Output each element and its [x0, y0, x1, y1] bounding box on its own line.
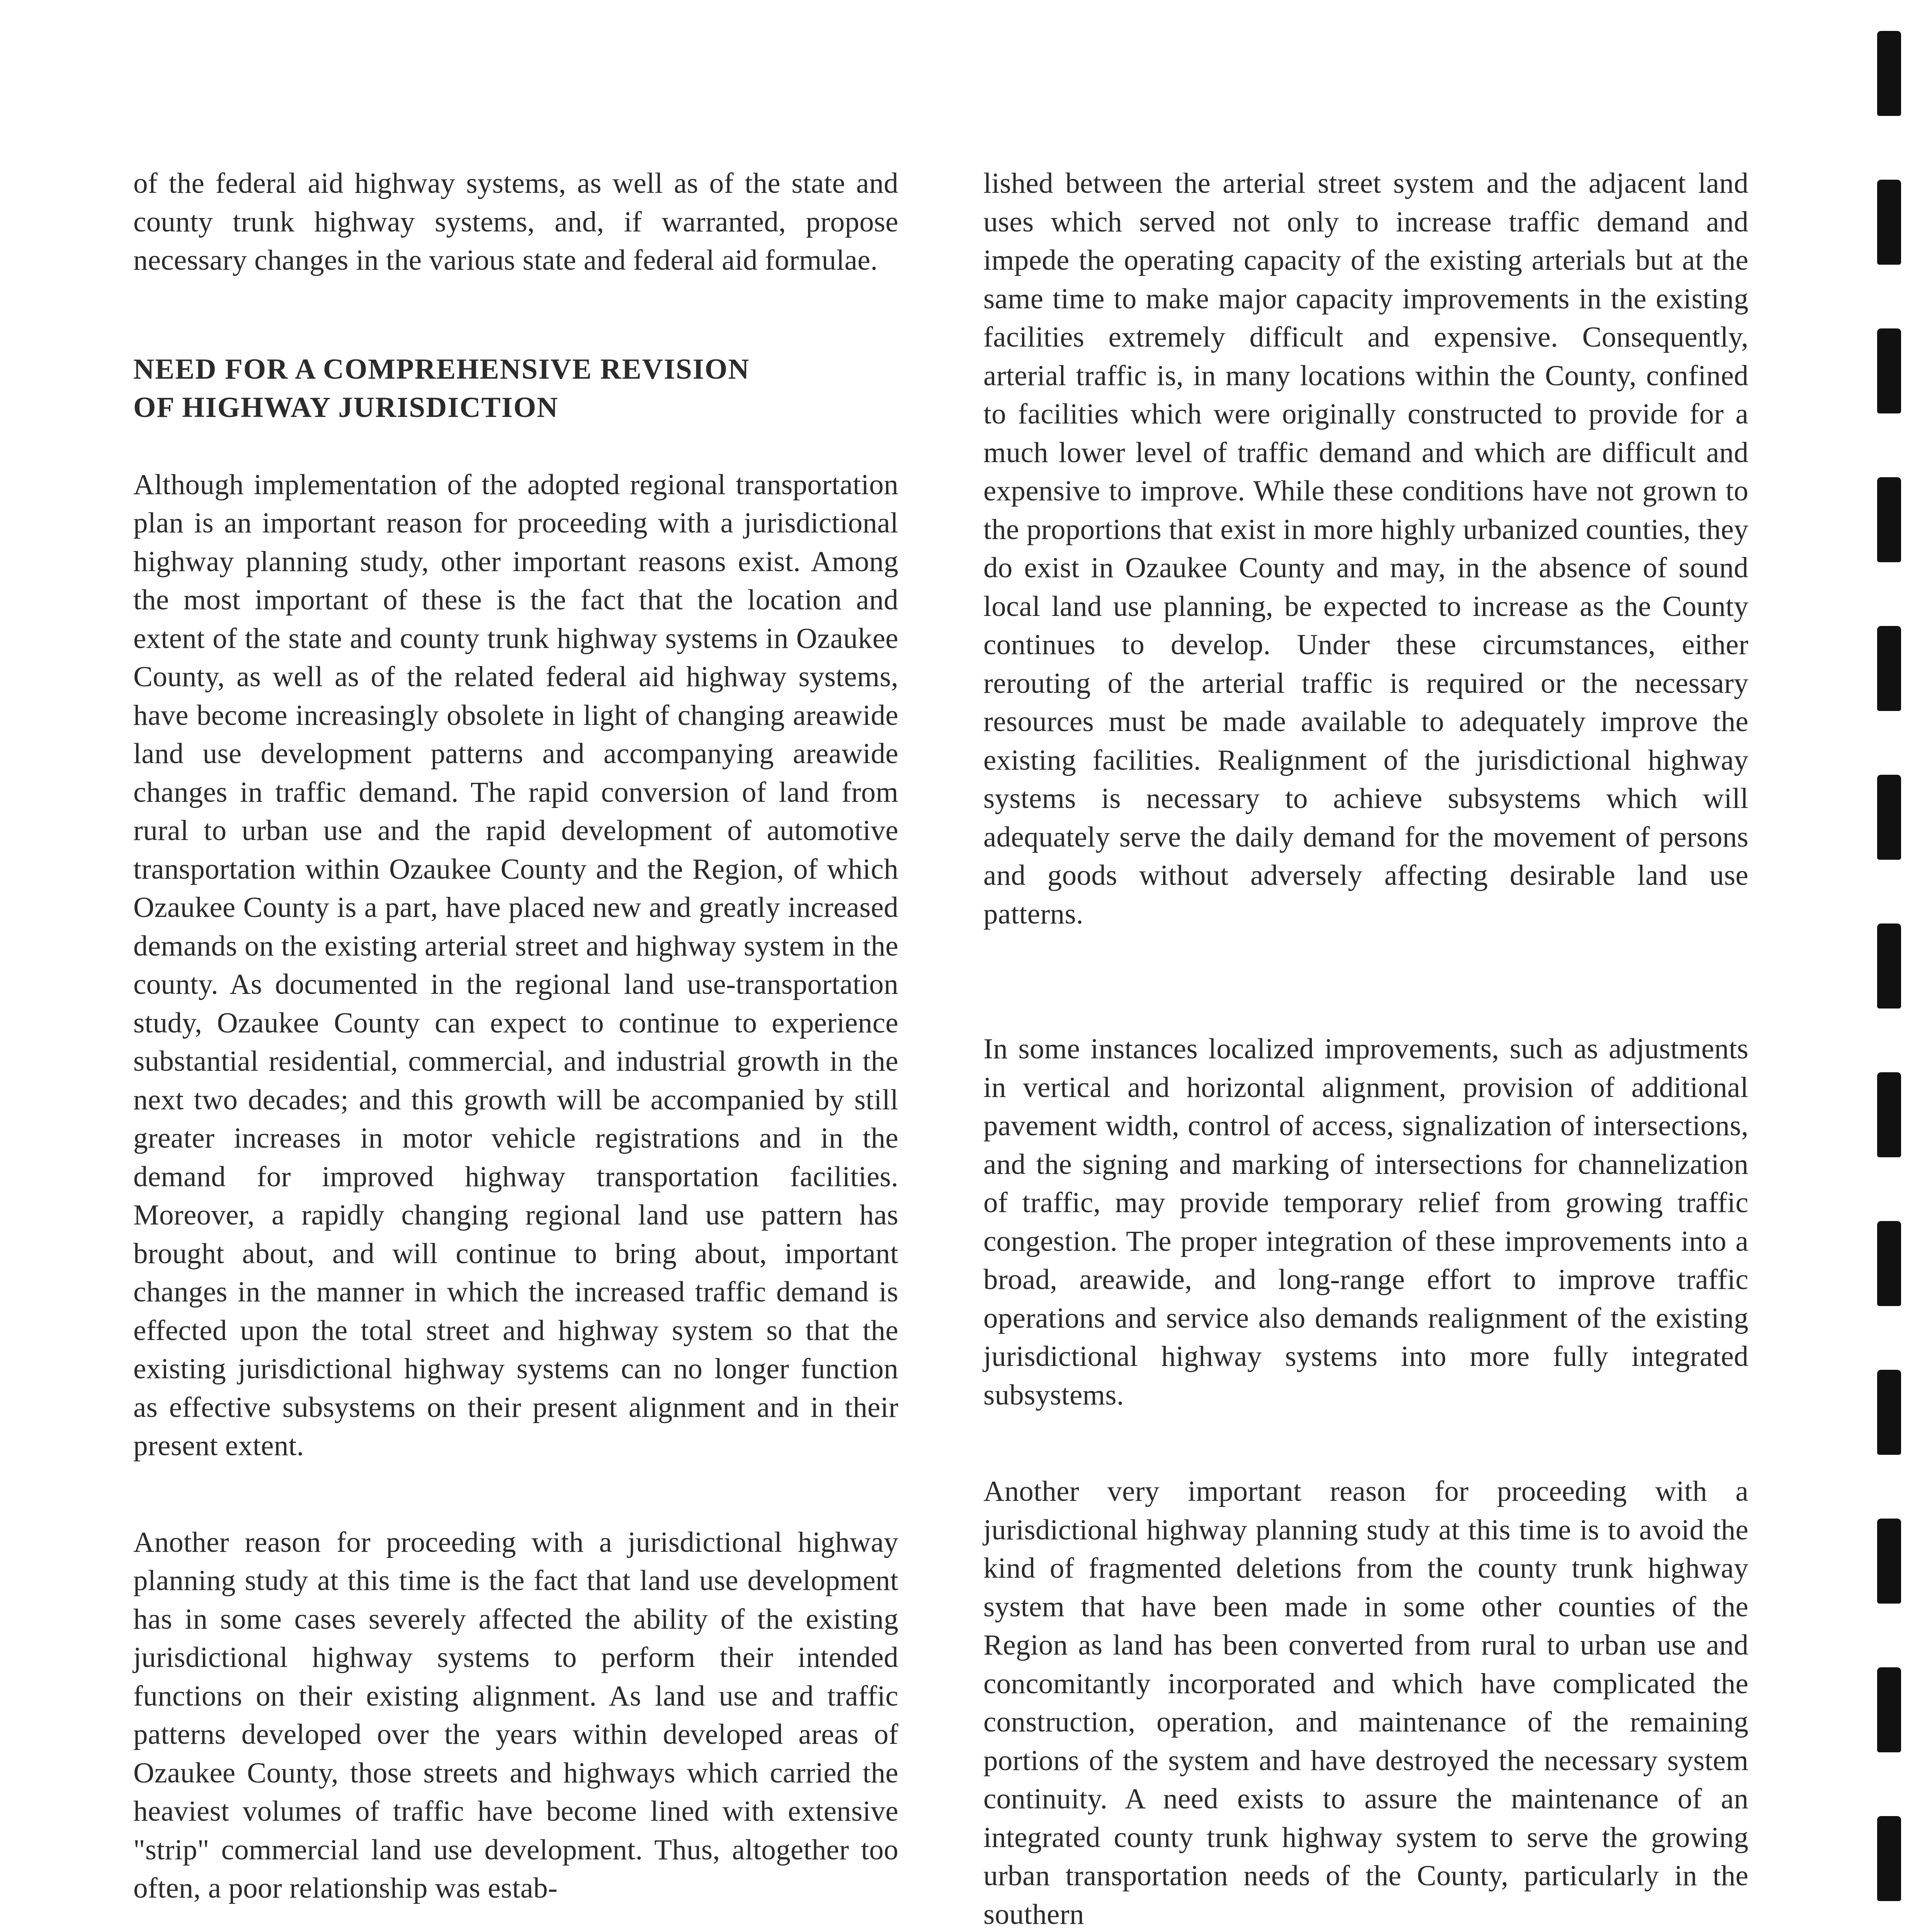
edge-mark	[1877, 1072, 1901, 1157]
edge-mark	[1877, 1667, 1901, 1752]
heading-line-1: NEED FOR A COMPREHENSIVE REVISION	[133, 353, 750, 385]
left-paragraph-1-block	[133, 466, 898, 1465]
section-heading	[133, 350, 898, 427]
edge-mark	[1877, 477, 1901, 562]
edge-mark	[1877, 775, 1901, 860]
right-paragraph-2-block	[983, 1030, 1748, 1414]
scan-edge-marks	[1877, 0, 1912, 1932]
left-paragraph-1: Although implementation of the adopted regional transportation plan is an important reason for proceeding with a jurisdictional highway planning study, other important reasons exist. Among the most important of these is the fact that the location and extent of the state and county trunk highway systems in Ozaukee County, as well as of the related federal aid highway systems, have become increasingly obsolete in light of changing areawide land use development patterns and accompanying areawide changes in traffic demand. The rapid conversion of land from rural to urban use and the rapid development of automotive transportation within Ozaukee County and the Region, of which Ozaukee County is a part, have placed new and greatly increased demands on the existing arterial street and highway system in the county. As documented in the regional land use-transportation study, Ozaukee County can expect to continue to experience substantial residential, commercial, and industrial growth in the next two decades; and this growth will be accompanied by still greater increases in motor vehicle registrations and in the demand for improved highway transportation facilities. Moreover, a rapidly changing regional land use pattern has brought about, and will continue to bring about, important changes in the manner in which the increased traffic demand is effected upon the total street and highway system so that the existing jurisdictional highway systems can no longer function as effective subsystems on their present alignment and in their present extent.	[133, 468, 898, 1462]
edge-mark	[1877, 1370, 1901, 1455]
heading-line-2: OF HIGHWAY JURISDICTION	[133, 391, 559, 423]
edge-mark	[1877, 180, 1901, 265]
edge-mark	[1877, 31, 1901, 116]
edge-mark	[1877, 1816, 1901, 1901]
right-paragraph-3-block	[983, 1472, 1748, 1932]
intro-paragraph: of the federal aid highway systems, as well as of the state and county trunk highway systems, and, if warranted, propose necessary changes in the various state and federal aid formulae.	[133, 167, 898, 276]
edge-mark	[1877, 328, 1901, 413]
edge-mark	[1877, 1519, 1901, 1604]
edge-mark	[1877, 923, 1901, 1009]
right-paragraph-2: In some instances localized improvements, such as adjustments in vertical and horizontal alignment, provision of additional pavement width, control of access, signalization of intersections, and the signing and marking of intersections for channelization of traffic, may provide temporary relief from growing traffic congestion. The proper integration of these improvements into a broad, areawide, and long-range effort to improve traffic operations and service also demands realignment of the existing jurisdictional highway systems into more fully integrated subsystems.	[983, 1033, 1748, 1411]
left-column	[133, 164, 898, 1908]
left-paragraph-2-block	[133, 1523, 898, 1908]
intro-paragraph-block	[133, 164, 898, 280]
right-paragraph-3: Another very important reason for proceeding with a jurisdictional highway planning study at this time is to avoid the kind of fragmented deletions from the county trunk highway system that have been made in some other counties of the Region as land has been converted from rural to urban use and concomitantly incorporated and which have complicated the construction, operation, and maintenance of the remaining portions of the system and have destroyed the necessary system continuity. A need exists to assure the maintenance of an integrated county trunk highway system to serve the growing urban transportation needs of the County, particularly in the southern	[983, 1475, 1748, 1930]
section-heading-text	[133, 350, 898, 427]
left-paragraph-2: Another reason for proceeding with a jurisdictional highway planning study at this time is the fact that land use development has in some cases severely affected the ability of the existing jurisdictional highway systems to perform their intended functions on their existing alignment. As land use and traffic patterns developed over the years within developed areas of Ozaukee County, those streets and highways which carried the heaviest volumes of traffic have become lined with extensive "strip" commercial land use development. Thus, altogether too often, a poor relationship was estab-	[133, 1526, 898, 1904]
right-paragraph-1: lished between the arterial street system and the adjacent land uses which served not only to increase traffic demand and impede the operating capacity of the existing arterials but at the same time to make major capacity improvements in the existing facilities extremely difficult and expensive. Consequently, arterial traffic is, in many locations within the County, confined to facilities which were originally constructed to provide for a much lower level of traffic demand and which are difficult and expensive to improve. While these conditions have not grown to the proportions that exist in more highly urbanized counties, they do exist in Ozaukee County and may, in the absence of sound local land use planning, be expected to increase as the County continues to develop. Under these circumstances, either rerouting of the arterial traffic is required or the necessary resources must be made available to adequately improve the existing facilities. Realignment of the jurisdictional highway systems is necessary to achieve subsystems which will adequately serve the daily demand for the movement of persons and goods without adversely affecting desirable land use patterns.	[983, 167, 1748, 930]
right-paragraph-1-block	[983, 164, 1748, 933]
edge-mark	[1877, 1221, 1901, 1306]
edge-mark	[1877, 626, 1901, 711]
right-column	[983, 164, 1748, 1932]
